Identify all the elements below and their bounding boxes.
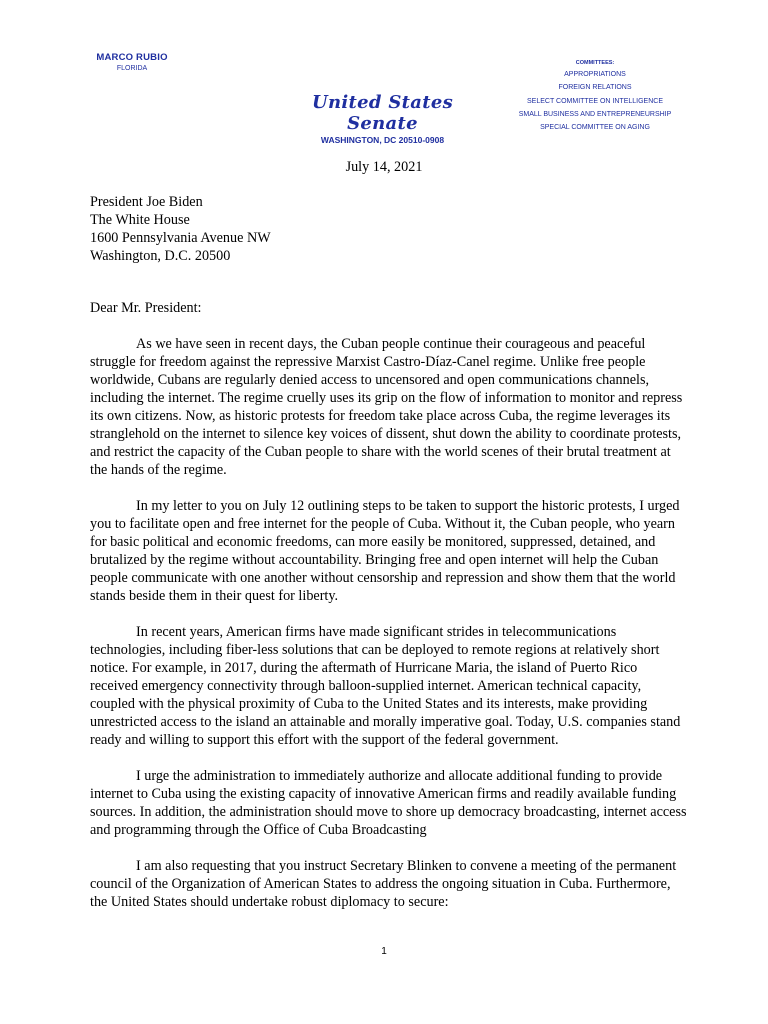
recipient-line: Washington, D.C. 20500: [90, 248, 231, 264]
recipient-address: [90, 193, 271, 265]
senator-state: FLORIDA: [116, 65, 148, 72]
committee-item: SMALL BUSINESS AND ENTREPRENEURSHIP: [518, 110, 672, 118]
body-paragraph: In recent years, American firms have made significant strides in telecommunications technologies, including fiber-less solutions that can be deployed to remote regions at relatively short notice. For example, in 2017, during the aftermath of Hurricane Maria, the island of Puerto Rico received emergency connectivity through balloon-supplied internet. American technical capacity, coupled with the physical proximity of Cuba to the United States and its interests, make providing unrestricted access to the island an attainable and morally imperative goal. Today, U.S. companies stand ready and willing to support this effort with the support of the federal government.: [90, 624, 681, 748]
body-paragraph: As we have seen in recent days, the Cuban people continue their courageous and peaceful struggle for freedom against the repressive Marxist Castro-Díaz-Canel regime. Unlike free people worldwide, Cubans are regularly denied access to uncensored and open communications channels, including the internet. The regime cruelly uses its grip on the flow of information to monitor and repress its own citizens. Now, as historic protests for freedom take place across Cuba, the regime leverages its stranglehold on the internet to silence key voices of dissent, shut down the ability to coordinate protests, and restrict the capacity of the Cuban people to share with the world scenes of their brutal treatment at the hands of the regime.: [90, 336, 683, 478]
senate-header: [290, 92, 475, 145]
recipient-line: 1600 Pennsylvania Avenue NW: [90, 230, 271, 246]
senate-address: WASHINGTON, DC 20510-0908: [320, 135, 445, 145]
committees-list: [510, 58, 680, 134]
letterhead: [0, 0, 768, 150]
salutation: Dear Mr. President:: [90, 300, 202, 316]
senator-name: MARCO RUBIO: [96, 52, 168, 63]
recipient-line: The White House: [90, 212, 190, 228]
committee-item: APPROPRIATIONS: [564, 71, 626, 78]
recipient-line: President Joe Biden: [90, 194, 203, 210]
body-paragraph: In my letter to you on July 12 outlining steps to be taken to support the historic protests, I urged you to facilitate open and free internet for the people of Cuba. Without it, the Cuban people, who yearn for basic political and economic freedoms, can more easily be monitored, suppressed, detained, and brutalized by the regime without accountability. Bringing free and open internet will help the Cuban people communicate with one another without censorship and repression and show them that the world stands beside them in their quest for liberty.: [90, 498, 680, 604]
committee-item: FOREIGN RELATIONS: [558, 84, 632, 92]
senator-block: [96, 52, 168, 72]
committee-item: SELECT COMMITTEE ON INTELLIGENCE: [526, 97, 663, 105]
letter-body: [90, 335, 688, 929]
letter-date: July 14, 2021: [345, 159, 423, 175]
page-number: 1: [381, 946, 387, 957]
body-paragraph: I am also requesting that you instruct Secretary Blinken to convene a meeting of the permanent council of the Organization of American States to address the ongoing situation in Cuba. Furthermore, the United States should undertake robust diplomacy to secure:: [90, 858, 677, 910]
institution-name: United States Senate: [311, 92, 454, 134]
committee-item: SPECIAL COMMITTEE ON AGING: [540, 124, 650, 132]
body-paragraph: I urge the administration to immediately authorize and allocate additional funding to provide internet to Cuba using the existing capacity of innovative American firms and readily available funding sources. In addition, the administration should move to shore up democracy broadcasting, internet access and programming through the Office of Cuba Broadcasting: [90, 768, 687, 838]
committees-heading: COMMITTEES:: [575, 60, 615, 66]
